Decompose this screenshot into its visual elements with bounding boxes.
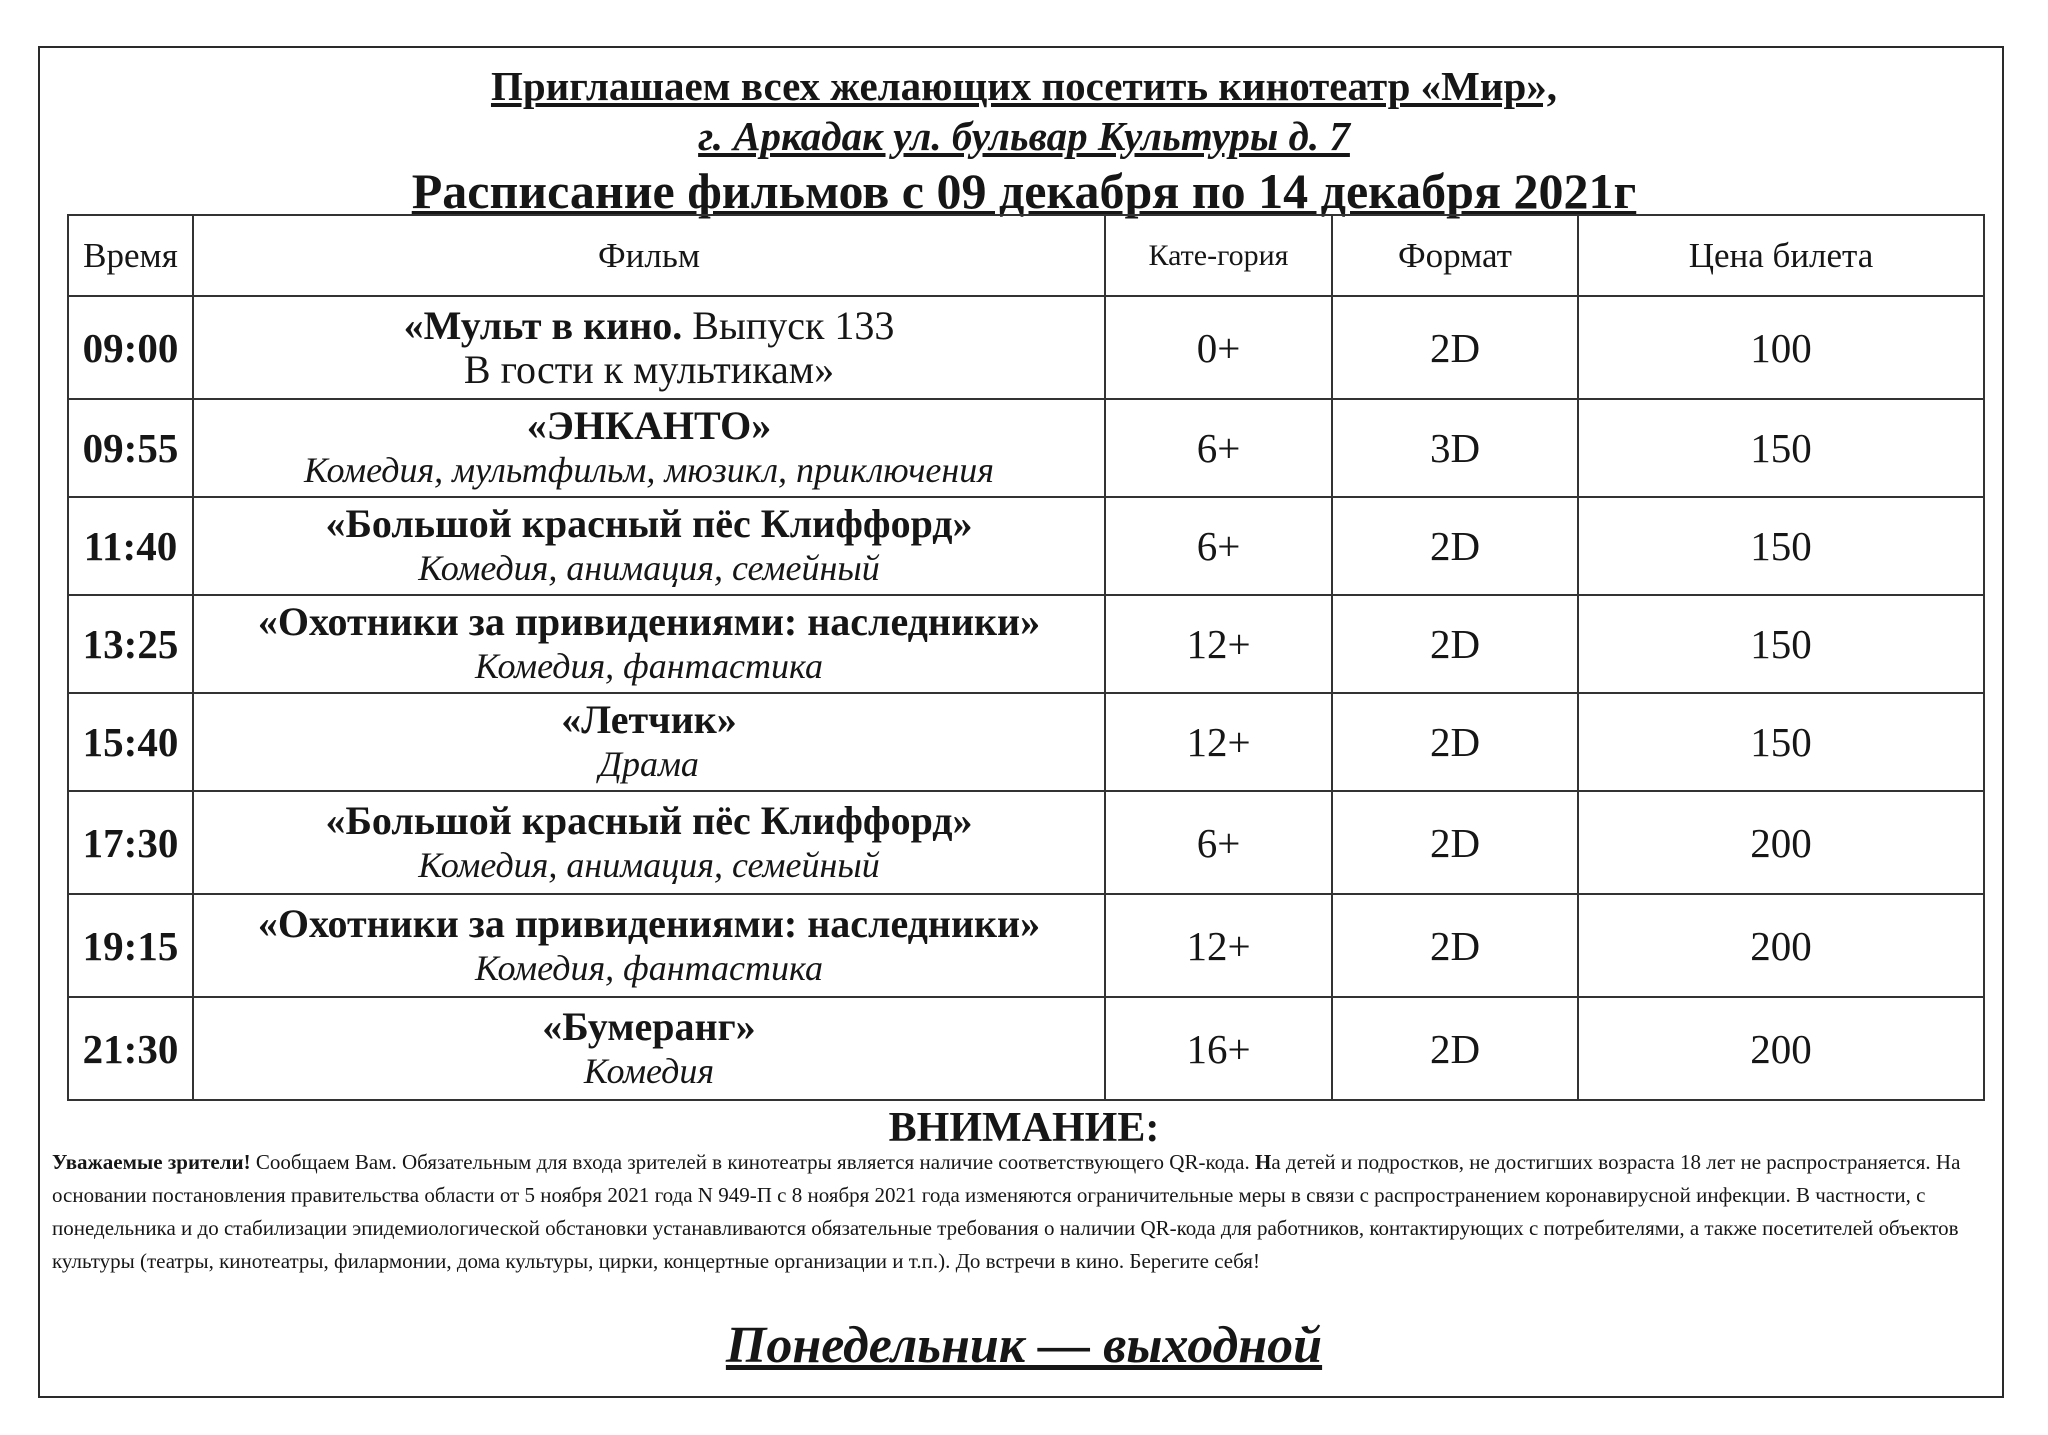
notice-paragraph [52, 1146, 2008, 1278]
film-title: «ЭНКАНТО» [526, 403, 772, 448]
film-cell [193, 497, 1105, 595]
notice-lead: Уважаемые зрители! [52, 1150, 251, 1174]
day-off-notice: Понедельник — выходной [725, 1317, 1323, 1374]
format: 2D [1332, 693, 1578, 791]
table-row [68, 894, 1984, 997]
showtime: 09:55 [68, 399, 193, 497]
ticket-price: 150 [1578, 595, 1984, 693]
ticket-price: 100 [1578, 296, 1984, 399]
age-category: 0+ [1105, 296, 1332, 399]
age-category: 6+ [1105, 497, 1332, 595]
address-heading: г. Аркадак ул. бульвар Культуры д. 7 [698, 113, 1350, 159]
ticket-price: 200 [1578, 791, 1984, 894]
table-row [68, 791, 1984, 894]
table-row [68, 497, 1984, 595]
film-genre: Комедия [583, 1050, 715, 1091]
film-title: «Мульт в кино. [403, 302, 683, 348]
format: 2D [1332, 791, 1578, 894]
film-subtitle: В гости к мультикам» [463, 346, 835, 392]
film-genre: Комедия, анимация, семейный [418, 844, 880, 885]
schedule-table [67, 214, 1985, 1101]
film-title: «Охотники за привидениями: наследники» [257, 900, 1041, 946]
ticket-price: 150 [1578, 497, 1984, 595]
column-header-price: Цена билета [1578, 215, 1984, 296]
table-row [68, 693, 1984, 791]
film-title: «Бумеранг» [542, 1003, 756, 1049]
film-title: «Большой красный пёс Клиффорд» [325, 501, 973, 546]
notice-text-1: Сообщаем Вам. Обязательным для входа зрителей в кинотеатры является наличие соответствующего QR-кода. [250, 1150, 1255, 1174]
column-header-film: Фильм [193, 215, 1105, 296]
table-row [68, 399, 1984, 497]
film-title: «Летчик» [561, 697, 737, 742]
format: 2D [1332, 296, 1578, 399]
film-cell [193, 296, 1105, 399]
age-category: 12+ [1105, 693, 1332, 791]
table-row [68, 595, 1984, 693]
format: 2D [1332, 595, 1578, 693]
showtime: 21:30 [68, 997, 193, 1100]
format: 2D [1332, 997, 1578, 1100]
film-genre: Комедия, фантастика [475, 646, 823, 686]
column-header-format: Формат [1332, 215, 1578, 296]
showtime: 11:40 [68, 497, 193, 595]
age-category: 12+ [1105, 595, 1332, 693]
showtime: 13:25 [68, 595, 193, 693]
film-genre: Комедия, мультфильм, мюзикл, приключения [304, 450, 994, 490]
format: 2D [1332, 894, 1578, 997]
showtime: 17:30 [68, 791, 193, 894]
table-row [68, 296, 1984, 399]
invitation-heading: Приглашаем всех желающих посетить кинотеатр «Мир», [490, 63, 1558, 109]
showtime: 15:40 [68, 693, 193, 791]
age-category: 6+ [1105, 791, 1332, 894]
film-cell [193, 791, 1105, 894]
format: 2D [1332, 497, 1578, 595]
table-row [68, 997, 1984, 1100]
ticket-price: 150 [1578, 693, 1984, 791]
schedule-title: Расписание фильмов с 09 декабря по 14 декабря 2021г [411, 163, 1637, 219]
ticket-price: 200 [1578, 997, 1984, 1100]
ticket-price: 150 [1578, 399, 1984, 497]
film-genre: Комедия, фантастика [475, 947, 823, 988]
column-header-category: Кате-гория [1105, 215, 1332, 296]
film-genre: Драма [599, 744, 699, 784]
age-category: 16+ [1105, 997, 1332, 1100]
film-genre: Комедия, анимация, семейный [418, 548, 880, 588]
film-cell [193, 399, 1105, 497]
film-cell [193, 997, 1105, 1100]
notice-bold-letter: Н [1254, 1150, 1272, 1174]
column-header-time: Время [68, 215, 193, 296]
format: 3D [1332, 399, 1578, 497]
attention-heading: ВНИМАНИЕ: [888, 1105, 1160, 1151]
film-title-rest: Выпуск 133 [682, 302, 895, 348]
film-title: «Большой красный пёс Клиффорд» [325, 797, 973, 843]
film-cell [193, 894, 1105, 997]
notice-text-2: а детей и подростков, не достигших возраста 18 лет не распространяется. На основании постановления правительства области от 5 ноября 2021 года N 949-П с 8 ноября 2021 года изменяются ограничительные меры в связи с распространением коронавирусной инфекции. В частности, с понедельника и до стабилизации эпидемиологической обстановки устанавливаются обязательные требования о наличии QR-кода для работников, контактирующих с потребителями, а также посетителей объектов культуры (театры, кинотеатры, филармонии, дома культуры, цирки, концертные организации и т.п.). До встречи в кино. Берегите себя! [52, 1150, 1961, 1273]
film-title-line [194, 304, 1104, 348]
age-category: 6+ [1105, 399, 1332, 497]
showtime: 09:00 [68, 296, 193, 399]
film-cell [193, 693, 1105, 791]
film-title: «Охотники за привидениями: наследники» [257, 599, 1041, 644]
ticket-price: 200 [1578, 894, 1984, 997]
film-cell [193, 595, 1105, 693]
table-header-row [68, 215, 1984, 296]
showtime: 19:15 [68, 894, 193, 997]
age-category: 12+ [1105, 894, 1332, 997]
